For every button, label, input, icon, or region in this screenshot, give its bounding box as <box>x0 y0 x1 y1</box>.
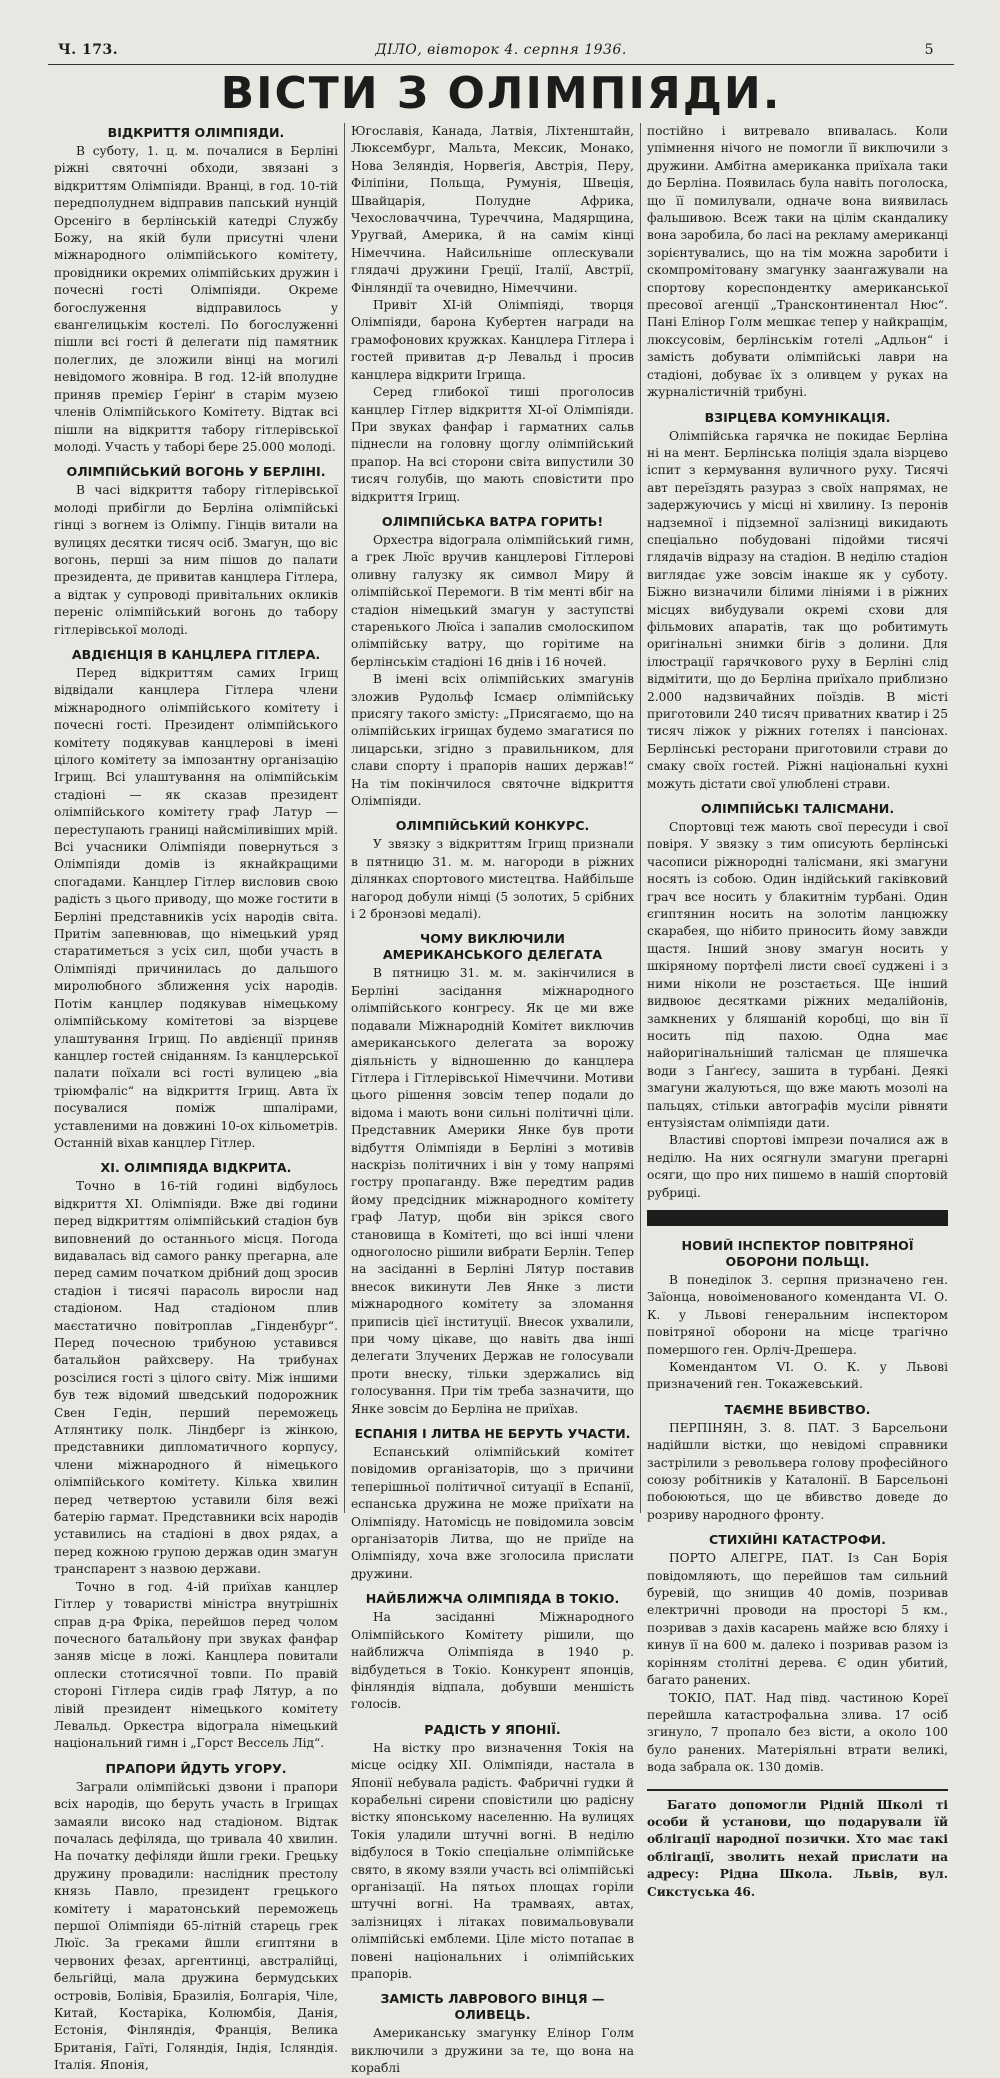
article-heading: ЗАМІСТЬ ЛАВРОВОГО ВІНЦЯ — ОЛИВЕЦЬ. <box>380 1991 605 2023</box>
header-rule <box>48 64 954 65</box>
article-paragraph: Югославія, Канада, Латвія, Ліхтенштайн, Люксембург, Мальта, Мексик, Монако, Нова Зеляндія, Норвеґія, Австрія, Перу, Філіпіни, Польща, Румунія, Швеція, Швайцарія, Полудне Африка, Чехословаччина, Туреччина, Мадярщина, Уругвай, Америка, й на самім кінці Німеччина. Найсильніше оплескували глядачі дружини Греції, Італії, Австрії, Фінляндії та очевидно, Німеччини. <box>351 124 634 295</box>
article-paragraph: Американську змагунку Елінор Голм виключили з дружини за те, що вона на кораблі <box>351 2026 634 2076</box>
article-paragraph: Еспанський олімпійський комітет повідомив організаторів, що з причини теперішньої політичної ситуації в Еспанії, еспанська дружина не може приїхати на Олімпіяду. Натомісць не повідомила зовсім організаторів Литва, що не приїде на Олімпіяду, хоча вже зголосила прислати дружини. <box>351 1445 634 1581</box>
school-notice <box>647 1789 948 1901</box>
article-paragraph: У звязку з відкриттям Ігрищ признали в пятницю 31. м. м. нагороди в ріжних ділянках спортового мистецтва. Найбільше нагород добули німці (5 золотих, 5 срібних і 2 бронзові медалі). <box>351 837 634 922</box>
article-paragraph: Властиві спортові імпрези почалися аж в неділю. На них осягнули змагуни прегарні осяги, що про них пишемо в нашій спортовій рубриці. <box>647 1133 948 1200</box>
running-head <box>48 42 954 64</box>
article-paragraph: Комендантом VI. О. К. у Львові призначений ген. Токажевський. <box>647 1360 948 1392</box>
article-heading: СТИХІЙНІ КАТАСТРОФИ. <box>709 1532 886 1548</box>
article-heading: ОЛІМПІЙСЬКІ ТАЛІСМАНИ. <box>700 801 895 817</box>
column-1 <box>48 123 344 2073</box>
column-2 <box>344 123 640 2076</box>
article-heading: ВІДКРИТТЯ ОЛІМПІЯДИ. <box>107 125 285 140</box>
paper-title-date: ДІЛО, вівторок 4. серпня 1936. <box>375 42 627 58</box>
article-heading: ОЛІМПІЙСЬКИЙ КОНКУРС. <box>395 818 590 834</box>
article-paragraph: Орхестра відограла олімпійський гимн, а грек Люїс вручив канцлерові Гітлерові оливну галузку як символ Миру й олімпійської Перемоги. В тім менті вбіг на стадіон німецький змагун у заступстві старенького Люїса і запалив смолоскипом олімпійську ватру, що горітиме на берлінськім стадіоні 16 днів і 16 ночей. <box>351 532 634 669</box>
article-paragraph: В понеділок 3. серпня призначено ген. Заїонца, новоіменованого коменданта VI. О. К. у Львові генеральним інспектором повітряної оборони на місце трагічно помершого ген. Орліч-Дрешера. <box>647 1272 948 1357</box>
article-heading: ЕСПАНІЯ І ЛИТВА НЕ БЕРУТЬ УЧАСТИ. <box>354 1426 631 1442</box>
article-heading: ПРАПОРИ ЙДУТЬ УГОРУ. <box>105 1760 287 1776</box>
page-number: 5 <box>924 42 934 58</box>
article-heading: АВДІЄНЦІЯ В КАНЦЛЕРА ГІТЛЕРА. <box>71 646 321 662</box>
article-paragraph: На засіданні Міжнародного Олімпійського Комітету рішили, що найближча Олімпіяда в 1940 р. відбудеться в Токіо. Конкурент японців, фінляндія відпала, добувши меншість голосів. <box>351 1610 634 1712</box>
article-heading: НОВИЙ ІНСПЕКТОР ПОВІТРЯНОЇ ОБОРОНИ ПОЛЬЩІ. <box>681 1237 914 1269</box>
section-divider-bar <box>647 1210 948 1226</box>
article-paragraph: Олімпійська гарячка не покидає Берліна ні на мент. Берлінська поліція здала візрцево іспит з кермування вуличного руху. Тисячі авт переїздять разураз з своїх напрямах, не задержуючись у місці ні хвилину. Із перонів надземної і підземної залізниці викидають спеціально побудовані підойми тисячі глядачів відразу на стадіон. В неділю стадіон виглядає уже зовсім інакше як у суботу. Біжно визначили білими лініями і в ріжних місцях вибудували окремі схови для фільмових апаратів, так що робитимуть оригінальні знимки бігів з долини. Для ілюстрації гарячкового руху в Берліні слід відмітити, що до Берліна приїхало приблизно 2.000 надзвичайних поїздів. В місті приготовили 240 тисяч приватних кватир і 25 тисяч ліжок у ріжних готелях і пансіонах. Берлінські ресторани приготовили страви до смаку своїх гостей. Ріжні національні кухні можуть дістати свої улюблені страви. <box>647 428 948 791</box>
article-paragraph: В суботу, 1. ц. м. почалися в Берліні ріжні святочні обходи, звязані з відкриттям Олімпіяди. Вранці, в год. 10-тій передполуднем відправив папський нунцій Орсеніго в берлінській катедрі Службу Божу, на якій були присутні члени міжнародного олімпійського комітету, провідники окремих олімпійських дружин і почесні гості Олімпіяди. Окреме богослуження відправилось у євангелицькім костелі. По богослуженні пішли всі гості й делегати під памятник полеглих, де зложили вінці на могилі невідомого жовніра. В год. 12-ій вполудне приняв премієр Ґерінґ в старім музею членів Олімпійського Комітету. Відтак всі пішли на відкриття табору гітлерівської молоді. Участь у таборі бере 25.000 молоді. <box>54 144 338 454</box>
column-3 <box>640 123 954 1899</box>
article-paragraph: Точно в 16-тій годині відбулось відкриття XI. Олімпіяди. Вже дві години перед відкриттям олімпійський стадіон був виповнений до останнього місця. Погода видавалась від самого ранку прегарна, але перед самим початком дрібний дощ зросив стадіон і тисячі парасоль виросли над стадіоном. Над стадіоном плив маєстатично повітроплав „Гінденбург“. Перед почесною трибуною уставився батальйон райхсверу. На трибунах розсілися гості з цілого світу. Між іншими був теж відомий шведський подорожник Свен Гедін, перший переможець Атлянтику полк. Ліндберг із жінкою, представники дипломатичного корпусу, члени міжнародного й німецького олімпійського комітету. Кілька хвилин перед четвертою уставили біля вежі батерію гармат. Представники всіх народів уставились на стадіоні в двох рядах, а перед кожною групою держав один змагун транспарент з назвою держави. <box>54 1179 338 1577</box>
article-paragraph: В імені всіх олімпійських змагунів зложив Рудольф Ісмаєр олімпійську присягу такого змісту: „Присягаємо, що на олімпійських ігрищах будемо змагатися по лицарськи, згідно з правильником, для слави спорту і прапорів наших держав!“ На тім покінчилося святочне відкриття Олімпіяди. <box>351 672 634 809</box>
article-paragraph: ПОРТО АЛЕГРЕ, ПАТ. Із Сан Борія повідомляють, що перейшов там сильний буревій, що знищив 40 домів, позривав електричні проводи на просторі 5 км., позривав з дахів касарень майже всю бляху і кинув її на 600 м. далеко і позривав разом із корінням столітні дерева. Є один убитий, багато ранених. <box>647 1551 948 1688</box>
article-paragraph: Серед глибокої тиші проголосив канцлер Гітлер відкриття XI-ої Олімпіяди. При звуках фанфар і гарматних сальв піднесли на головну щоглу олімпійський прапор. На всі сторони світа випустили 30 тисяч голубів, що мають сповістити про відкриття Ігрищ. <box>351 385 634 504</box>
article-paragraph: Точно в год. 4-ій приїхав канцлер Гітлер у товаристві міністра внутрішніх справ д-ра Фріка, перейшов перед чолом почесного батальйону при звуках фанфар заняв місце в ложі. Канцлера повитали оплески стотисячної товпи. По правій стороні Гітлера сидів граф Лятур, а по лівій президент німецького комітету Левальд. Оркестра відограла німецький національний гимн і „Горст Вессель Лід“. <box>54 1579 338 1751</box>
article-paragraph: В пятницю 31. м. м. закінчилися в Берліні засідання міжнародного олімпійського конгресу. Як це ми вже подавали Міжнародній Комітет виключив американського делегата за ворожу діяльність у відношенню до канцлера Гітлера і Гітлерівської Німеччини. Мотиви цього рішення зовсім тепер подали до відома і мають вони сильні політичні ціли. Представник Америки Янке був проти відбуття Олімпіяди в Берліні з мотивів наскрізь політичних і він у тому напрямі гостру пропаганду. Вже передтим радив йому предсідник міжнародного комітету граф Латур, щоби він зрікся свого становища в Комітеті, що всі інші члени одноголосно рішили вибрати Берлін. Тепер на засіданні в Берліні Лятур поставив внесок викинути Лев Янке з листи міжнародного комітету за зломання приписів цієї інституції. Внесок ухвалили, при чому цікаве, що навіть два інші делегати Злучених Держав не голосували проти внеску, тільки здержались від голосування. При тім треба зазначити, що Янке зовсім до Берліна не приїхав. <box>351 966 634 1416</box>
article-heading: ТАЄМНЕ ВБИВСТВО. <box>724 1401 871 1417</box>
article-heading: ОЛІМПІЙСЬКИЙ ВОГОНЬ У БЕРЛІНІ. <box>66 464 326 480</box>
article-heading: НАЙБЛИЖЧА ОЛІМПІЯДА В ТОКІО. <box>365 1591 620 1607</box>
article-heading: ЧОМУ ВИКЛЮЧИЛИ АМЕРИКАНСЬКОГО ДЕЛЕГАТА <box>382 931 603 963</box>
article-paragraph: ПЕРПІНЯН, 3. 8. ПАТ. З Барсельони надійшли вістки, що невідомі справники застрілили з револьвера голову професійного союзу робітників у Каталонії. В Барсельоні побоюються, що це вбивство доведе до розриву народного фронту. <box>647 1420 948 1522</box>
issue-number: Ч. 173. <box>58 42 119 58</box>
page-banner-headline: ВІСТИ З ОЛІМПІЯДИ. <box>220 68 782 119</box>
article-paragraph: Перед відкриттям самих Ігрищ відвідали канцлера Гітлера члени міжнародного олімпійського комітету і почесні гості. Президент олімпійського комітету подякував канцлерові в імені цілого комітету за імпозантну організацію Ігрищ. Всі улаштування на олімпійськім стадіоні — як сказав президент олімпійського комітету граф Латур — переступають границі найсміливіших мрій. Всі учасники Олімпіяди повернуться з Олімпіяди домів із якнайкращими спогадами. Канцлер Гітлер висловив свою радість з цього приводу, що може гостити в Берліні представників усіх народів світа. Притім запевнював, що німецький уряд старатиметься з усіх сил, щоби участь в Олімпіяді причинилась до дальшого миролюбного зближення усіх народів. Потім канцлер подякував німецькому олімпійському комітетові за візрцеве улаштування Ігрищ. По авдієнції приняв канцлер гостей сніданням. Із канцлерської палати поїхали всі гості вулицею „віа тріюмфаліс“ на відкриття Ігрищ. Авта їх посувалися поміж шпалірами, уставленими на довжині 10-ох кільометрів. Останній віхав канцлер Гітлер. <box>54 665 338 1150</box>
article-paragraph: В часі відкриття табору гітлерівської молоді прибігли до Берліна олімпійські гінці з вогнем із Олімпу. Гінців витали на вулицях десятки тисяч осіб. Змагун, що віс вогонь, перші за ним пішов до палати президента, де привитав канцлера Гітлера, а відтак у супроводі привітальних окликів переніс олімпійський вогонь до табору гітлерівської молоді. <box>54 483 338 637</box>
article-heading: XI. ОЛІМПІЯДА ВІДКРИТА. <box>100 1160 292 1176</box>
notice-text: Багато допомогли Рідній Школі ті особи й установи, що подарували їй облігації народної позички. Хто має такі облігації, зволить нехай прислати на адресу: Рідна Школа. Львів, вул. Сикстуська 46. <box>647 1797 948 1899</box>
article-paragraph: Спортовці теж мають свої пересуди і свої повіря. У звязку з тим описують берлінські часописи ріжнородні талісмани, які змагуни носять із собою. Один індійський гаківковий грач все носить у блакитнім турбані. Один єгиптянин носить на золотім ланцюжку скарабея, що нібито приносить йому завжди щастя. Інший знову змагун носить у шкіряному портфелі листи своєї суджені і з ними ніколи не розстається. Ще інший видвоює десятками ріжних медалійонів, замкнених у бляшаній коробці, що він її носить під пахою. Одна має найоригінальніший талісман це пляшечка води з Ґанґесу, зашита в турбані. Деякі змагуни жалуються, що вже мають мозолі на пальцях, стільки автографів мусіли рівняти ентузіястам олімпіяди дати. <box>647 820 948 1130</box>
article-heading: ОЛІМПІЙСЬКА ВАТРА ГОРИТЬ! <box>381 513 604 529</box>
article-paragraph: постійно і витревало впивалась. Коли упімнення нічого не помогли її виключили з дружини. Амбітна американка приїхала таки до Берліна. Появилась була навіть поголоска, що її помилували, одначе вона виявилась фальшивою. Всеж таки на цілім скандалику вона заробила, бо ласі на рекламу американці зорієнтувались, що на тім можна заробити і скомпромітовану змагунку заангажували на спортову кореспондентку американської пресової агенції „Трансконтинентал Нюс“. Пані Елінор Голм мешкає тепер у найкращім, люксусовім, берлінськім готелі „Адльон“ і замість добувати олімпійські лаври на стадіоні, добуває їх з оливцем у руках на журналістичній трибуні. <box>647 124 948 400</box>
article-paragraph: Привіт XI-ій Олімпіяді, творця Олімпіяди, барона Кубертен награди на грамофонових кружках. Канцлера Гітлера і гостей привитав д-р Левальд і просив канцлера відкрити Ігрища. <box>351 298 634 382</box>
article-paragraph: ТОКІО, ПАТ. Над півд. частиною Кореї перейшла катастрофальна злива. 17 осіб згинуло, 7 пропало без вісти, а около 100 було ранених. Матеріяльні втрати великі, вода забрала ок. 130 домів. <box>647 1690 948 1775</box>
article-paragraph: На вістку про визначення Токія на місце осідку XII. Олімпіяди, настала в Японії небувала радість. Фабричні гудки й корабельні сирени сповістили цю радісну вістку японському населенню. На вулицях Токія уладили штучні вогні. В неділю відбулося в Токіо спеціальне олімпійське свято, в якому взяли участь всі олімпійські організації. На пятьох площах горіли штучні вогні. На трамваях, автах, залізницях і літаках повимальовували олімпійські емблеми. Ціле місто потапає в повені національних і олімпійських прапорів. <box>351 1740 634 1981</box>
article-heading: РАДІСТЬ У ЯПОНІЇ. <box>424 1721 561 1737</box>
article-heading: ВЗІРЦЕВА КОМУНІКАЦІЯ. <box>704 409 891 425</box>
article-columns <box>48 123 954 2076</box>
article-paragraph: Заграли олімпійські дзвони і прапори всіх народів, що беруть участь в Ігрищах замаяли високо над стадіоном. Відтак почалась дефіляда, що тривала 40 хвилин. На початку дефіляди йшли греки. Грецьку дружину провадили: наслідник престолу князь Павло, президент грецького комітету і маратонський переможець першої Олімпіяди 65-літній старець грек Люїс. За греками йшли єгиптяни в червоних фезах, аргентинці, австралійці, бельгійці, мала дружина бермудських островів, Болівія, Бразилія, Болгарія, Чіле, Китай, Костаріка, Колюмбія, Данія, Естонія, Фінляндія, Франція, Велика Британія, Гаїті, Голяндія, Індія, Ісляндія. Італія. Японія, <box>54 1779 338 2073</box>
